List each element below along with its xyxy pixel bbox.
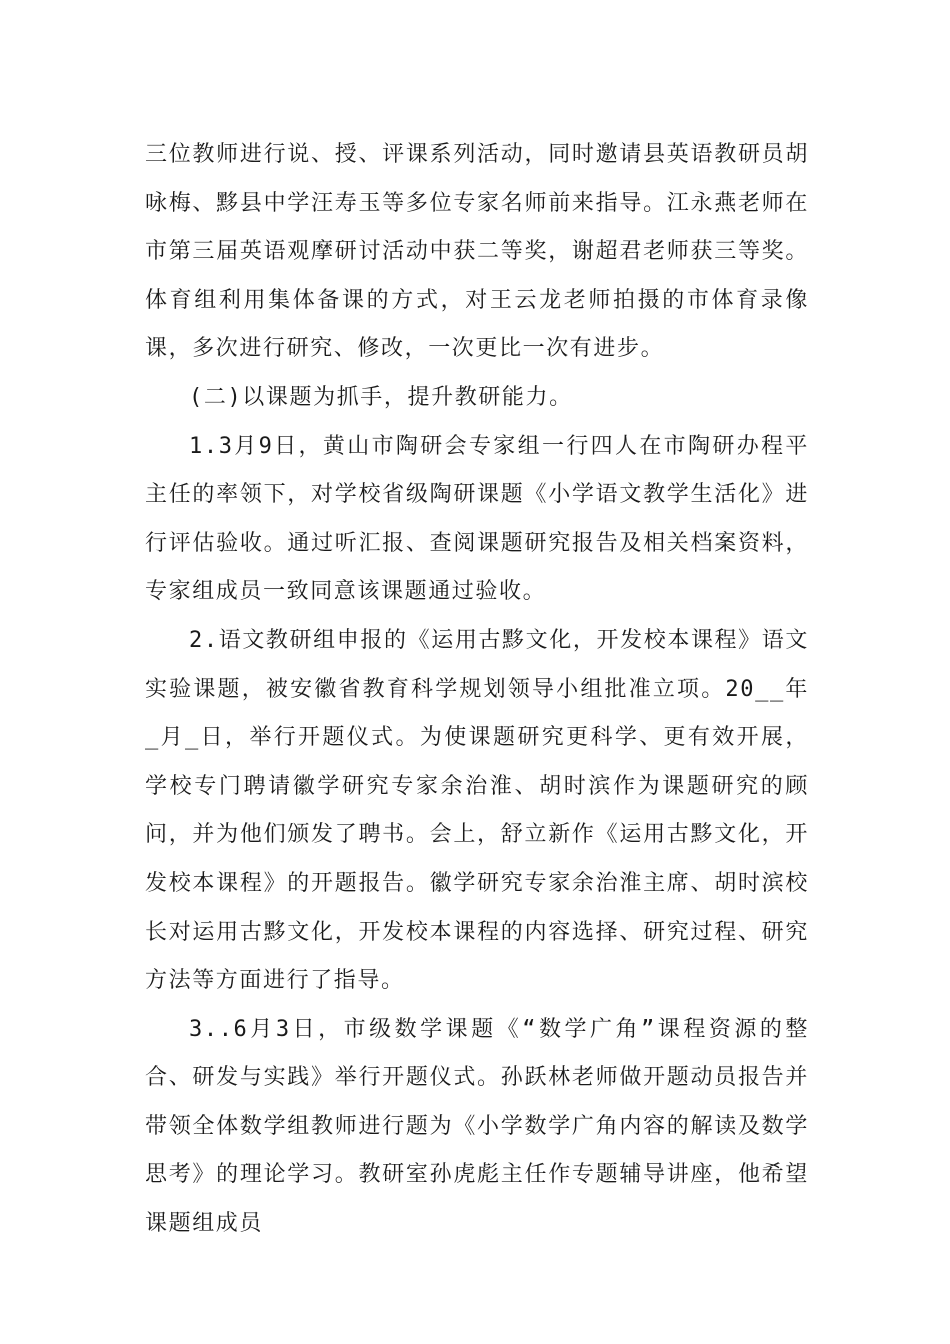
document-body (145, 131, 809, 1249)
paragraph-4: 2.语文教研组申报的《运用古黟文化，开发校本课程》语文实验课题，被安徽省教育科学规划领导小组批准立项。20__年_月_日，举行开题仪式。为使课题研究更科学、更有效开展，学校专门聘请徽学研究专家余治淮、胡时滨作为课题研究的顾问，并为他们颁发了聘书。会上，舒立新作《运用古黟文化，开发校本课程》的开题报告。徽学研究专家余治淮主席、胡时滨校长对运用古黟文化，开发校本课程的内容选择、研究过程、研究方法等方面进行了指导。 (145, 627, 809, 994)
paragraph-1: 三位教师进行说、授、评课系列活动，同时邀请县英语教研员胡咏梅、黟县中学汪寿玉等多位专家名师前来指导。江永燕老师在市第三届英语观摩研讨活动中获二等奖，谢超君老师获三等奖。体育组利用集体备课的方式，对王云龙老师拍摄的市体育录像课，多次进行研究、修改，一次更比一次有进步。 (145, 142, 809, 362)
paragraph-3: 1.3月9日，黄山市陶研会专家组一行四人在市陶研办程平主任的率领下，对学校省级陶研课题《小学语文教学生活化》进行评估验收。通过听汇报、查阅课题研究报告及相关档案资料，专家组成员一致同意该课题通过验收。 (145, 433, 809, 605)
paragraph-2-heading: (二)以课题为抓手，提升教研能力。 (189, 384, 573, 410)
paragraph-5: 3..6月3日，市级数学课题《“数学广角”课程资源的整合、研发与实践》举行开题仪式。孙跃林老师做开题动员报告并带领全体数学组教师进行题为《小学数学广角内容的解读及数学思考》的理论学习。教研室孙虎彪主任作专题辅导讲座，他希望课题组成员 (145, 1016, 809, 1237)
